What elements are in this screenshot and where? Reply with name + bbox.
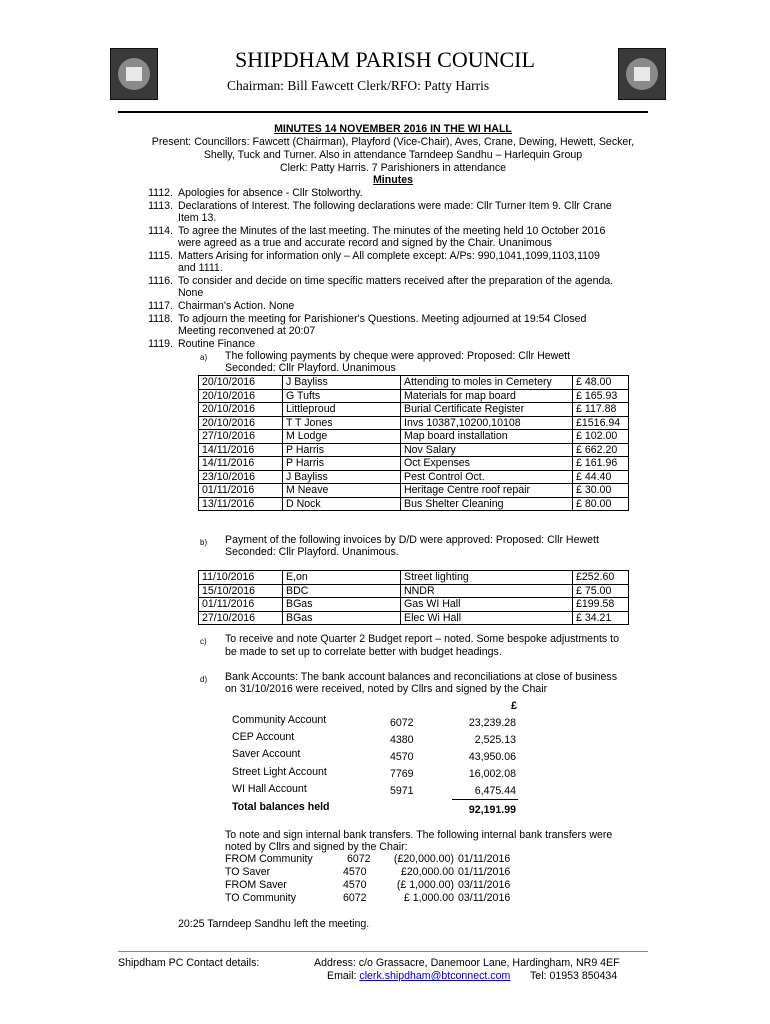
item-text: None <box>178 287 204 299</box>
account-balance: 6,475.44 <box>474 785 516 797</box>
payment-description: Oct Expenses <box>401 457 573 471</box>
transfer-amount: (£20,000.00) <box>393 853 454 865</box>
payment-date: 01/11/2016 <box>199 484 283 498</box>
contact-email-row <box>327 970 617 983</box>
account-balance: 2,525.13 <box>474 734 516 746</box>
cheque-payments-table <box>198 375 629 511</box>
cheque-row <box>199 470 629 484</box>
footer-divider <box>118 951 648 952</box>
transfers-text: noted by Cllrs and signed by the Chair: <box>225 841 408 853</box>
payment-date: 11/10/2016 <box>199 571 283 585</box>
transfers-text: To note and sign internal bank transfers. The following internal bank transfers were <box>225 829 613 841</box>
payment-description: Street lighting <box>401 571 573 585</box>
transfer-account: 6072 <box>343 892 367 904</box>
payment-amount: £ 117.88 <box>573 403 629 417</box>
payment-description: Attending to moles in Cemetery <box>401 376 573 390</box>
payee: BDC <box>283 584 401 598</box>
transfer-direction: FROM Saver <box>225 879 287 891</box>
transfer-account: 6072 <box>347 853 371 865</box>
cheque-row <box>199 403 629 417</box>
payment-description: Materials for map board <box>401 389 573 403</box>
payee: P Harris <box>283 443 401 457</box>
payment-amount: £ 165.93 <box>573 389 629 403</box>
payment-amount: £252.60 <box>573 571 629 585</box>
account-name: Saver Account <box>232 748 301 760</box>
cheque-row <box>199 430 629 444</box>
item-text: Item 13. <box>178 212 217 224</box>
contact-address: Address: c/o Grassacre, Danemoor Lane, Hardingham, NR9 4EF <box>314 957 620 969</box>
cheque-row <box>199 443 629 457</box>
payment-amount: £ 30.00 <box>573 484 629 498</box>
payment-date: 20/10/2016 <box>199 376 283 390</box>
cheque-approval-text: Seconded: Cllr Playford. Unanimous <box>225 362 396 374</box>
payment-amount: £ 102.00 <box>573 430 629 444</box>
payment-amount: £ 44.40 <box>573 470 629 484</box>
item-number: 1116. <box>148 275 173 287</box>
balance-underline <box>452 799 518 800</box>
dd-approval-text: Payment of the following invoices by D/D were approved: Proposed: Cllr Hewett <box>225 534 599 546</box>
subitem-label-c: c) <box>200 637 207 646</box>
email-label: Email: <box>327 970 357 982</box>
payment-amount: £1516.94 <box>573 416 629 430</box>
item-number: 1113. <box>148 200 173 212</box>
direct-debit-row <box>199 571 629 585</box>
bank-accounts-text: on 31/10/2016 were received, noted by Cllrs and signed by the Chair <box>225 683 548 695</box>
direct-debit-table <box>198 570 629 625</box>
payment-description: Pest Control Oct. <box>401 470 573 484</box>
payment-amount: £ 80.00 <box>573 497 629 511</box>
item-text: Routine Finance <box>178 338 256 350</box>
payment-date: 14/11/2016 <box>199 443 283 457</box>
payment-date: 20/10/2016 <box>199 389 283 403</box>
payment-date: 14/11/2016 <box>199 457 283 471</box>
payment-date: 23/10/2016 <box>199 470 283 484</box>
subitem-label-b: b) <box>200 538 208 547</box>
present-line-3: Clerk: Patty Harris. 7 Parishioners in attendance <box>279 162 507 174</box>
clerk-email-link[interactable]: clerk.shipdham@btconnect.com <box>359 970 511 982</box>
present-line-2: Shelly, Tuck and Turner. Also in attendance Tarndeep Sandhu – Harlequin Group <box>203 149 583 161</box>
account-number: 4380 <box>390 734 414 746</box>
transfer-date: 01/11/2016 <box>458 853 511 865</box>
transfer-date: 03/11/2016 <box>458 879 511 891</box>
item-text: To consider and decide on time specific matters received after the preparation of the agenda. <box>178 275 614 287</box>
item-number: 1117. <box>148 300 173 312</box>
payee: M Lodge <box>283 430 401 444</box>
transfer-amount: (£ 1,000.00) <box>396 879 454 891</box>
payment-description: Invs 10387,10200,10108 <box>401 416 573 430</box>
account-balance: 43,950.06 <box>468 751 516 763</box>
payment-date: 15/10/2016 <box>199 584 283 598</box>
payee: G Tufts <box>283 389 401 403</box>
payment-amount: £ 75.00 <box>573 584 629 598</box>
account-name: WI Hall Account <box>232 783 307 795</box>
item-text: Matters Arising for information only – All complete except: A/Ps: 990,1041,1099,1103,1109 <box>178 250 600 262</box>
departure-note: 20:25 Tarndeep Sandhu left the meeting. <box>178 918 370 930</box>
account-name: CEP Account <box>232 731 295 743</box>
account-number: 5971 <box>390 785 414 797</box>
contact-label: Shipdham PC Contact details: <box>118 957 260 969</box>
account-balance: 16,002.08 <box>468 768 516 780</box>
account-number: 4570 <box>390 751 414 763</box>
payment-date: 13/11/2016 <box>199 497 283 511</box>
header-divider <box>118 111 648 113</box>
payment-amount: £199.58 <box>573 598 629 612</box>
payment-description: Elec Wi Hall <box>401 611 573 625</box>
account-number: 6072 <box>390 717 414 729</box>
payment-date: 20/10/2016 <box>199 416 283 430</box>
transfer-account: 4570 <box>343 866 367 878</box>
cheque-row <box>199 457 629 471</box>
item-text: To adjourn the meeting for Parishioner's Questions. Meeting adjourned at 19:54 Closed <box>178 313 587 325</box>
council-title: SHIPDHAM PARISH COUNCIL <box>235 47 535 72</box>
contact-telephone: Tel: 01953 850434 <box>530 970 618 982</box>
payee: J Bayliss <box>283 470 401 484</box>
council-officers: Chairman: Bill Fawcett Clerk/RFO: Patty Harris <box>227 78 490 93</box>
payment-description: Nov Salary <box>401 443 573 457</box>
transfer-amount: £20,000.00 <box>400 866 454 878</box>
transfer-amount: £ 1,000.00 <box>403 892 454 904</box>
payee: D Nock <box>283 497 401 511</box>
payee: Littleproud <box>283 403 401 417</box>
minutes-label: Minutes <box>372 174 414 186</box>
cheque-row <box>199 376 629 390</box>
payment-amount: £ 161.96 <box>573 457 629 471</box>
cheque-row <box>199 416 629 430</box>
item-text: Meeting reconvened at 20:07 <box>178 325 316 337</box>
item-number: 1114. <box>148 225 173 237</box>
transfer-date: 01/11/2016 <box>458 866 511 878</box>
transfer-account: 4570 <box>343 879 367 891</box>
item-number: 1119. <box>148 338 173 350</box>
item-number: 1118. <box>148 313 173 325</box>
item-text: were agreed as a true and accurate record and signed by the Chair. Unanimous <box>178 237 552 249</box>
payee: E,on <box>283 571 401 585</box>
payment-date: 27/10/2016 <box>199 611 283 625</box>
payment-amount: £ 34.21 <box>573 611 629 625</box>
transfer-direction: TO Saver <box>225 866 271 878</box>
payment-date: 20/10/2016 <box>199 403 283 417</box>
direct-debit-row <box>199 611 629 625</box>
payment-description: Heritage Centre roof repair <box>401 484 573 498</box>
account-name: Community Account <box>232 714 327 726</box>
account-name: Street Light Account <box>232 766 327 778</box>
payment-description: NNDR <box>401 584 573 598</box>
cheque-row <box>199 484 629 498</box>
payee: P Harris <box>283 457 401 471</box>
bank-accounts-text: Bank Accounts: The bank account balances and reconciliations at close of business <box>225 671 618 683</box>
payment-amount: £ 662.20 <box>573 443 629 457</box>
budget-report-text: be made to set up to correlate better with budget headings. <box>225 646 502 658</box>
transfer-date: 03/11/2016 <box>458 892 511 904</box>
item-text: and 1111. <box>178 262 223 274</box>
payment-description: Burial Certificate Register <box>401 403 573 417</box>
payment-description: Map board installation <box>401 430 573 444</box>
item-text: Declarations of Interest. The following declarations were made: Cllr Turner Item 9. Cllr Crane <box>178 200 612 212</box>
item-text: Apologies for absence - Cllr Stolworthy. <box>178 187 363 199</box>
item-text: To agree the Minutes of the last meeting. The minutes of the meeting held 10 October 2016 <box>178 225 606 237</box>
dd-approval-text: Seconded: Cllr Playford. Unanimous. <box>225 546 399 558</box>
payment-date: 01/11/2016 <box>199 598 283 612</box>
transfer-direction: TO Community <box>225 892 297 904</box>
transfer-direction: FROM Community <box>225 853 313 865</box>
account-balance: 23,239.28 <box>468 717 516 729</box>
cheque-approval-text: The following payments by cheque were approved: Proposed: Cllr Hewett <box>225 350 571 362</box>
payment-description: Bus Shelter Cleaning <box>401 497 573 511</box>
subitem-label-a: a) <box>200 353 208 362</box>
budget-report-text: To receive and note Quarter 2 Budget report – noted. Some bespoke adjustments to <box>225 633 619 645</box>
present-line-1: Present: Councillors: Fawcett (Chairman), Playford (Vice-Chair), Aves, Crane, Dewing, Hewett, Secker, <box>151 136 635 148</box>
cheque-row <box>199 389 629 403</box>
total-balance: 92,191.99 <box>468 804 516 816</box>
item-number: 1112. <box>148 187 173 199</box>
payment-description: Gas WI Hall <box>401 598 573 612</box>
currency-header: £ <box>511 700 517 712</box>
account-number: 7769 <box>390 768 414 780</box>
item-number: 1115. <box>148 250 173 262</box>
payee: BGas <box>283 598 401 612</box>
payment-amount: £ 48.00 <box>573 376 629 390</box>
total-label: Total balances held <box>232 801 330 813</box>
minutes-heading: MINUTES 14 NOVEMBER 2016 IN THE WI HALL <box>274 123 512 135</box>
direct-debit-row <box>199 584 629 598</box>
payee: M Neave <box>283 484 401 498</box>
payee: J Bayliss <box>283 376 401 390</box>
payee: T T Jones <box>283 416 401 430</box>
payment-date: 27/10/2016 <box>199 430 283 444</box>
subitem-label-d: d) <box>200 675 208 684</box>
direct-debit-row <box>199 598 629 612</box>
item-text: Chairman's Action. None <box>178 300 295 312</box>
payee: BGas <box>283 611 401 625</box>
cheque-row <box>199 497 629 511</box>
